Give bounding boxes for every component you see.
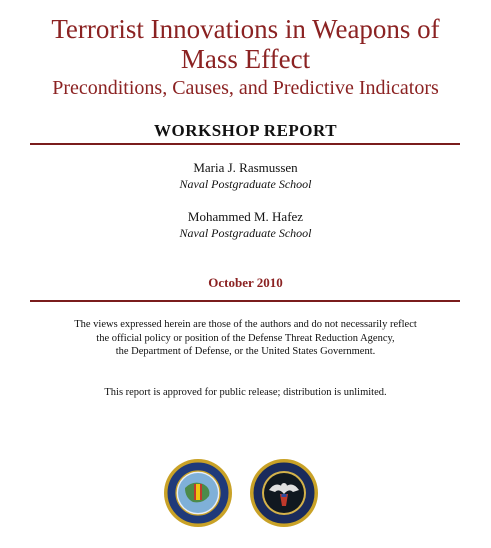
divider-top — [30, 143, 460, 145]
author-block-1 — [0, 160, 491, 192]
disclaimer-line-3: the Department of Defense, or the United States Government. — [115, 346, 376, 357]
release-statement: This report is approved for public release; distribution is unlimited. — [104, 387, 387, 398]
author-name: Mohammed M. Hafez — [187, 209, 304, 224]
dtra-eagle-seal-icon — [249, 458, 319, 528]
author-affiliation: Naval Postgraduate School — [179, 226, 312, 240]
report-type-heading: WORKSHOP REPORT — [153, 121, 338, 140]
title-line-2: Mass Effect — [180, 44, 311, 74]
report-subtitle: Preconditions, Causes, and Predictive Indicators — [52, 77, 439, 99]
divider-bottom — [30, 300, 460, 302]
author-name: Maria J. Rasmussen — [193, 160, 298, 175]
author-block-2 — [0, 209, 491, 241]
disclaimer-line-1: The views expressed herein are those of the authors and do not necessarily reflect — [74, 319, 417, 330]
title-line-1: Terrorist Innovations in Weapons of — [51, 14, 440, 44]
disclaimer-line-2: the official policy or position of the Defense Threat Reduction Agency, — [96, 332, 395, 344]
dtra-seal-icon — [163, 458, 233, 528]
disclaimer — [0, 318, 491, 359]
report-date: October 2010 — [208, 275, 283, 290]
report-title — [0, 14, 491, 74]
author-affiliation: Naval Postgraduate School — [179, 177, 312, 191]
